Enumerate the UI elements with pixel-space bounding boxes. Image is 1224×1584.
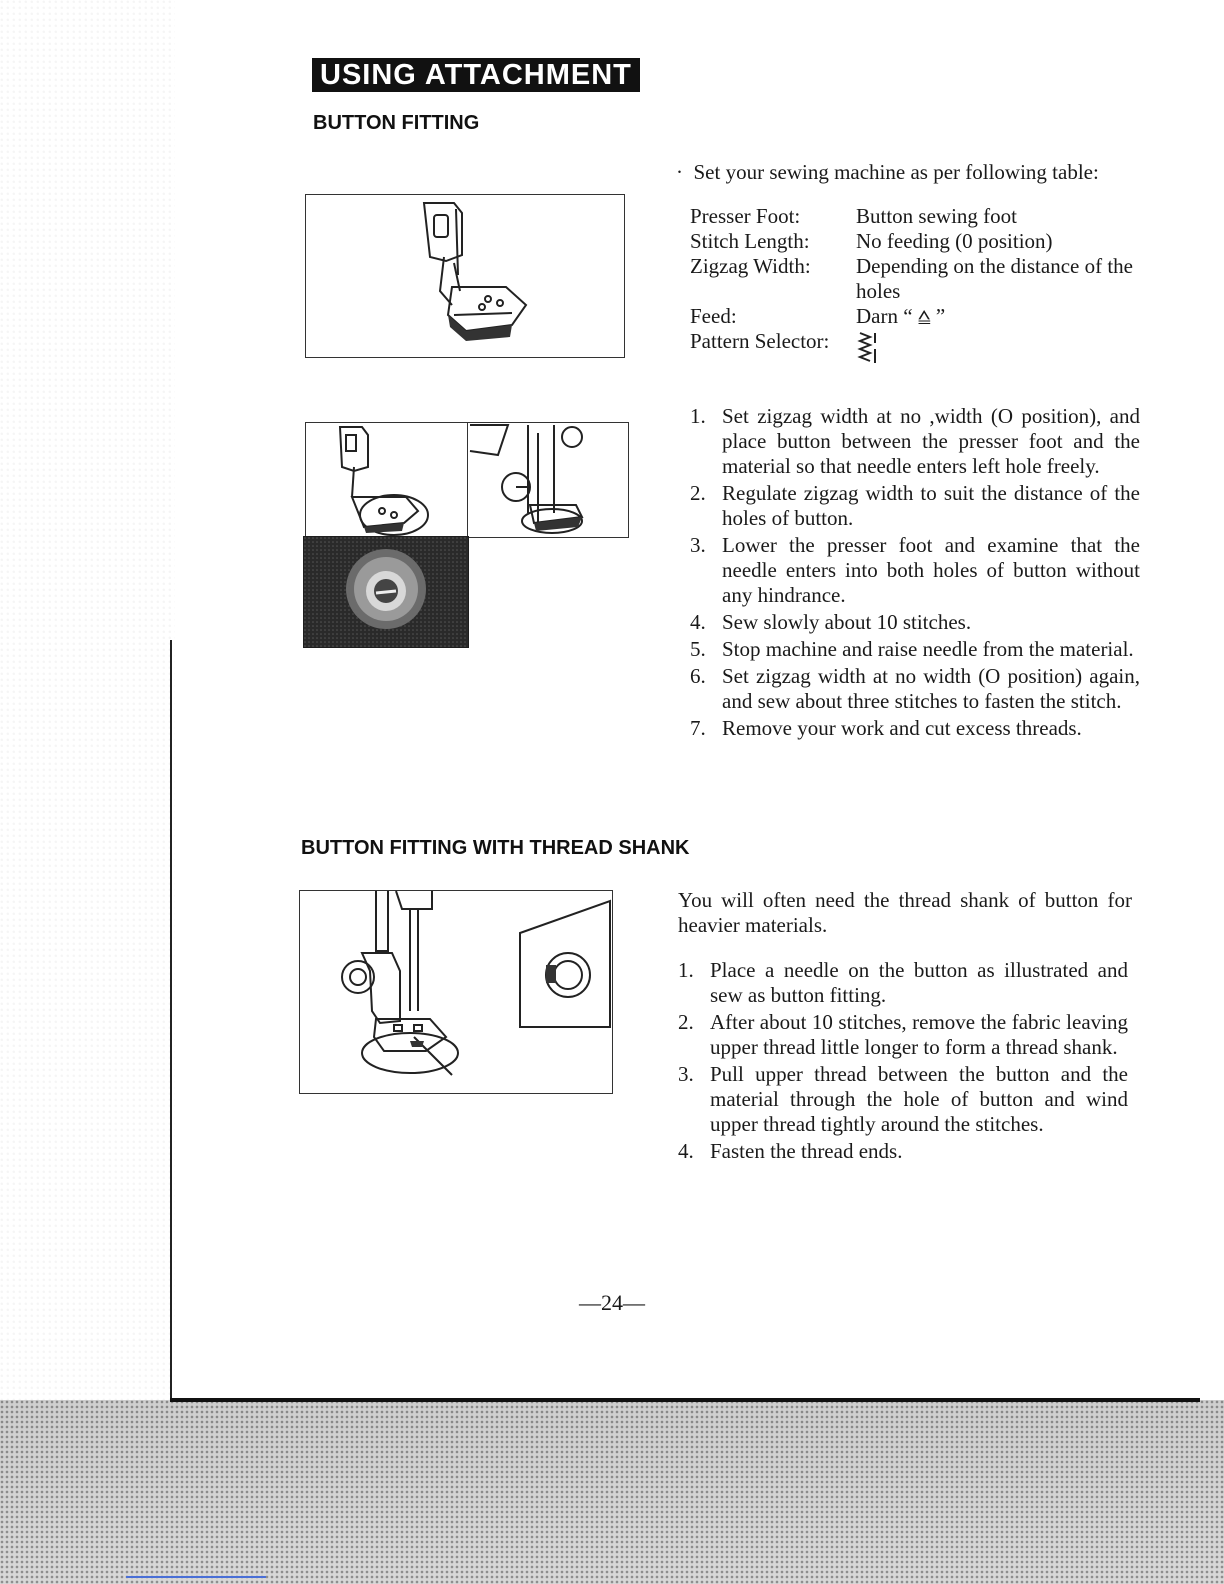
step-text: Fasten the thread ends.: [710, 1139, 903, 1163]
list-item: [678, 958, 1128, 1008]
settings-intro: [676, 160, 1099, 185]
spec-label: Zigzag Width:: [690, 254, 811, 278]
button-sewing-foot-illustration: [306, 195, 624, 357]
step-text: Place a needle on the button as illustrated and sew as button fitting.: [710, 958, 1128, 1007]
scan-bottom-shadow: [0, 1400, 1224, 1584]
step-text: Remove your work and cut excess threads.: [722, 716, 1082, 740]
spec-label: Pattern Selector:: [690, 329, 830, 353]
list-item: [690, 664, 1140, 714]
step-text: Lower the presser foot and examine that the needle enters into both holes of button without any hindrance.: [722, 533, 1140, 607]
list-item: [690, 533, 1140, 608]
foot-on-button-illustration: [306, 423, 468, 537]
step-text: Stop machine and raise needle from the material.: [722, 637, 1134, 661]
spec-value: No feeding (0 position): [856, 229, 1053, 253]
spec-row-presser-foot: [690, 204, 1150, 229]
step-text: Set zigzag width at no ,width (O position), and place button between the presser foot and the material so that needle enters left hole freely.: [722, 404, 1140, 478]
steps-button-fitting: [690, 404, 1140, 743]
step-number: 5.: [690, 637, 706, 661]
step-number: 3.: [678, 1062, 694, 1086]
step-number: 1.: [678, 958, 694, 982]
step-number: 2.: [690, 481, 706, 505]
list-item: [690, 637, 1140, 662]
spec-value: Depending on the distance of the holes: [856, 254, 1133, 303]
spec-value: Button sewing foot: [856, 204, 1017, 228]
thread-shank-illustration: [300, 891, 612, 1093]
spec-label: Presser Foot:: [690, 204, 801, 228]
figure-needle-over-button: [467, 422, 629, 538]
list-item: [678, 1010, 1128, 1060]
spec-value: [856, 329, 1150, 365]
step-text: After about 10 stitches, remove the fabric leaving upper thread little longer to form a thread shank.: [710, 1010, 1128, 1059]
figure-button-photo: [303, 536, 469, 648]
spec-row-feed: [690, 304, 1150, 329]
settings-intro-text: Set your sewing machine as per following table:: [693, 160, 1099, 184]
figure-button-sewing-foot: [305, 194, 625, 358]
steps-thread-shank: [678, 958, 1128, 1166]
section-heading-button-fitting: BUTTON FITTING: [313, 112, 480, 134]
list-item: [690, 404, 1140, 479]
step-number: 7.: [690, 716, 706, 740]
section-heading-thread-shank: BUTTON FITTING WITH THREAD SHANK: [301, 837, 690, 859]
needle-over-button-illustration: [468, 423, 628, 537]
bullet-dot: ·: [676, 160, 694, 184]
blue-mark: [126, 1576, 266, 1578]
step-text: Pull upper thread between the button and the material through the hole of button and wind upper thread tightly around the stitches.: [710, 1062, 1128, 1136]
settings-table: [690, 204, 1150, 365]
scan-bottom-line: [170, 1398, 1200, 1402]
spec-value: Darn “ ⩠ ”: [856, 304, 946, 328]
zigzag-pattern-icon: [856, 329, 880, 365]
spec-label: Feed:: [690, 304, 737, 328]
step-number: 1.: [690, 404, 706, 428]
thread-shank-intro: You will often need the thread shank of button for heavier materials.: [678, 888, 1132, 937]
list-item: [678, 1139, 1128, 1164]
page-banner: USING ATTACHMENT: [312, 58, 640, 92]
figure-foot-on-button: [305, 422, 469, 538]
step-text: Regulate zigzag width to suit the distance of the holes of button.: [722, 481, 1140, 530]
page-number: —24—: [579, 1290, 645, 1315]
figure-thread-shank: [299, 890, 613, 1094]
step-number: 6.: [690, 664, 706, 688]
scan-left-line: [170, 640, 172, 1400]
step-text: Sew slowly about 10 stitches.: [722, 610, 972, 634]
step-number: 3.: [690, 533, 706, 557]
list-item: [690, 610, 1140, 635]
step-text: Set zigzag width at no width (O position) again, and sew about three stitches to fasten the stitch.: [722, 664, 1140, 713]
spec-row-pattern-selector: [690, 329, 1150, 365]
list-item: [690, 716, 1140, 741]
scan-edge-left: [0, 0, 175, 1400]
list-item: [690, 481, 1140, 531]
spec-label: Stitch Length:: [690, 229, 810, 253]
step-number: 4.: [690, 610, 706, 634]
button-photo-image: [304, 537, 468, 647]
spec-row-zigzag-width: [690, 254, 1150, 304]
step-number: 4.: [678, 1139, 694, 1163]
spec-row-stitch-length: [690, 229, 1150, 254]
step-number: 2.: [678, 1010, 694, 1034]
list-item: [678, 1062, 1128, 1137]
